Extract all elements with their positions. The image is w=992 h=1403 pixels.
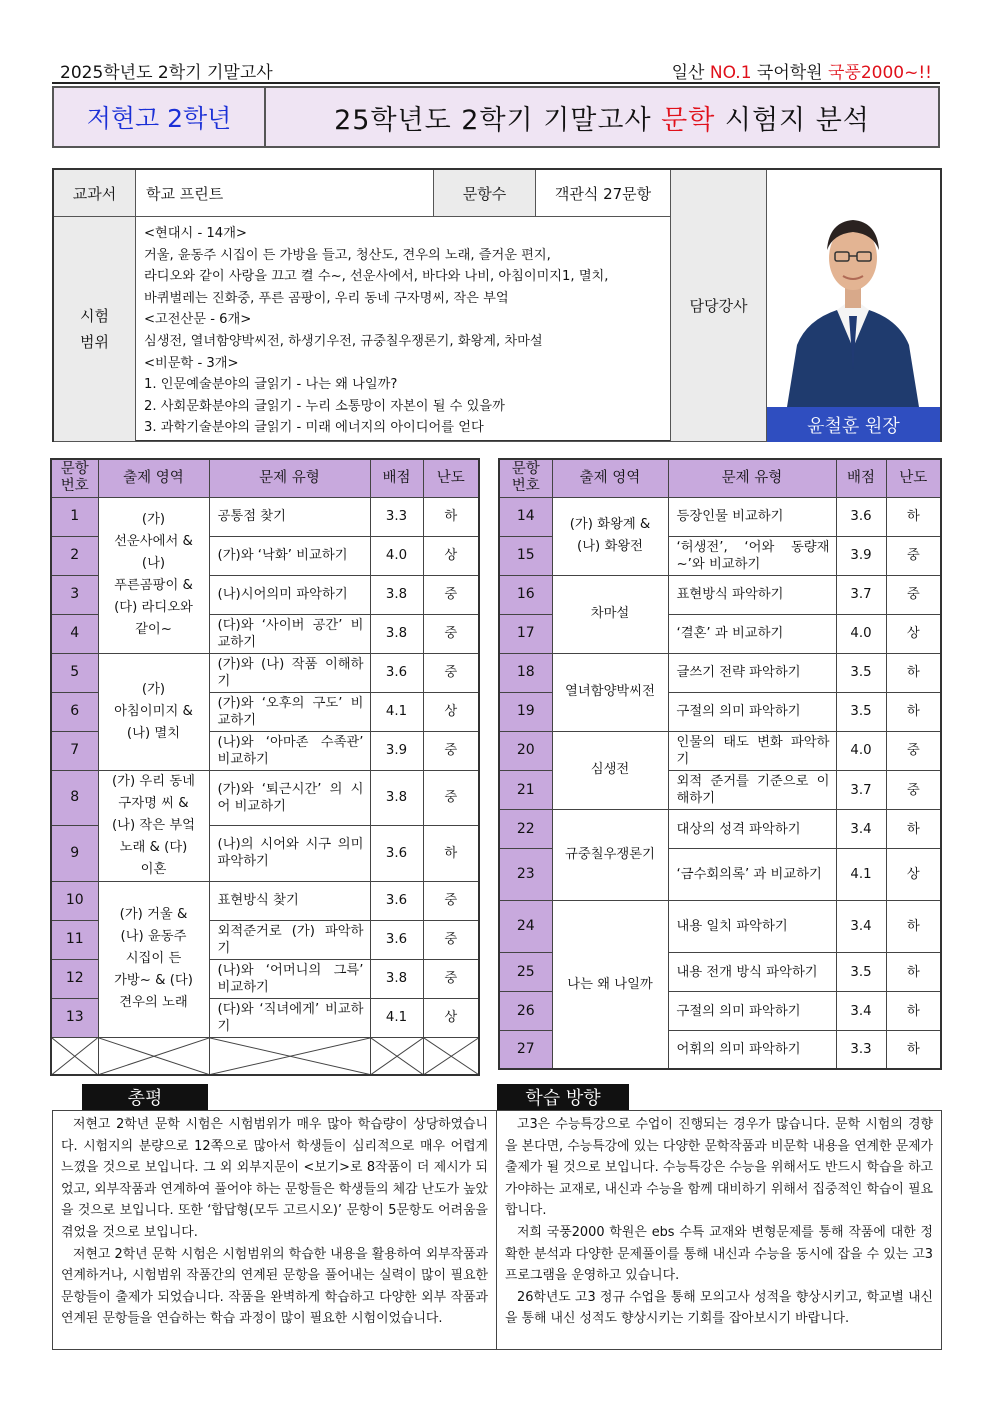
question-type: (나)의 시어와 시구 의미 파악하기 (209, 826, 370, 882)
question-score: 4.0 (836, 731, 886, 770)
question-type: 구절의 의미 파악하기 (668, 692, 836, 731)
question-level: 하 (886, 1031, 941, 1069)
question-number: 27 (499, 1031, 552, 1069)
range-line: 라디오와 같이 사랑을 끄고 켤 수~, 선운사에서, 바다와 나비, 아침이미지1, 멸치, (144, 269, 609, 285)
header-area: 출제 영역 (552, 459, 668, 497)
question-type: 구절의 의미 파악하기 (668, 992, 836, 1031)
question-level: 하 (886, 901, 941, 953)
question-area (98, 770, 209, 881)
area-line: 아침이미지 & (114, 703, 193, 719)
question-type: 내용 전개 방식 파악하기 (668, 953, 836, 992)
question-number: 2 (51, 536, 98, 575)
question-number: 5 (51, 653, 98, 692)
area-line: (나) 윤동주 (120, 929, 187, 944)
textbook-label: 교과서 (54, 170, 136, 217)
question-score: 3.7 (836, 770, 886, 809)
header-area: 출제 영역 (98, 459, 209, 497)
question-level: 하 (886, 497, 941, 536)
question-number: 21 (499, 770, 552, 809)
question-level: 하 (886, 953, 941, 992)
question-type: (가)와 (나) 작품 이해하기 (209, 653, 370, 692)
area-line: (나) (141, 556, 166, 571)
study-paragraph: 저희 국풍2000 학원은 ebs 수특 교재와 변형문제를 통해 작품에 대한 정확한 분석과 다양한 문제풀이를 통해 내신과 수능을 동시에 잡을 수 있는 고3 프로그램을 운영하고 있습니다. (505, 1224, 933, 1284)
header-num-line1: 문항 (60, 461, 89, 478)
question-score: 3.7 (836, 575, 886, 614)
range-line: 1. 인문예술분야의 글읽기 - 나는 왜 나일까? (144, 377, 398, 393)
question-type: 등장인물 비교하기 (668, 497, 836, 536)
question-type: (나)시어의미 파악하기 (209, 575, 370, 614)
slogan-brand: 국풍2000~!! (828, 63, 932, 83)
question-score: 4.0 (836, 614, 886, 653)
range-line: 심생전, 열녀함양박씨전, 하생기우전, 규중칠우쟁론기, 화왕계, 차마설 (144, 333, 543, 349)
question-area: 규중칠우쟁론기 (552, 810, 668, 901)
slogan-academy: 국어학원 (751, 63, 829, 83)
question-area (98, 653, 209, 770)
area-line: 견우의 노래 (119, 995, 188, 1010)
title-subject: 문학 (661, 104, 716, 136)
header-rule (52, 82, 940, 84)
page-title (266, 88, 938, 146)
question-type: 표현방식 파악하기 (668, 575, 836, 614)
question-type: 외적 준거를 기준으로 이해하기 (668, 770, 836, 809)
slogan-location: 일산 (671, 63, 710, 83)
range-label-line2: 범위 (80, 333, 109, 351)
question-score: 3.5 (836, 653, 886, 692)
question-number: 13 (51, 998, 98, 1037)
question-level: 상 (886, 614, 941, 653)
exam-name: 2025학년도 2학기 기말고사 (60, 63, 273, 83)
question-level: 하 (423, 497, 479, 536)
question-score: 3.6 (370, 826, 423, 882)
question-number: 4 (51, 614, 98, 653)
question-score: 3.8 (370, 959, 423, 998)
question-level: 중 (423, 731, 479, 770)
header-num-line1: 문항 (511, 461, 540, 478)
summary-paragraph: 저현고 2학년 문학 시험은 시험범위의 학습한 내용을 활용하여 외부작품과 연계하거나, 시험범위 작품간의 연계된 문항을 풀어내는 실력이 많이 필요한 문항들이 출제가 되었습니다. 작품을 완벽하게 학습하고 다양한 외부 작품과 연계된 문항들을 연습하는 학습 과정이 많이 필요한 시험이었습니다. (61, 1246, 488, 1327)
question-type: ‘허생전’, ‘어와 동량재~’와 비교하기 (668, 536, 836, 575)
question-level: 하 (423, 826, 479, 882)
area-line: (다) 라디오와 (114, 600, 193, 615)
summary-paragraph: 저현고 2학년 문학 시험은 시험범위가 매우 많아 학습량이 상당하였습니다. 시험지의 분량으로 12쪽으로 많아서 학생들이 심리적으로 매우 어렵게 느꼈을 것으로 보입니다. 그 외 외부지문이 <보기>로 8작품이 더 제시가 되었고, 외부작품과 연계하여 풀어야 하는 문항들은 학생들의 체감 난도가 높았을 것으로 보입니다. 또한 ‘합답형(모두 고르시오)’ 문항이 5문항도 어려움을 겪었을 것으로 보입니다. (61, 1117, 488, 1240)
question-table-right (498, 458, 942, 1070)
question-score: 4.1 (370, 998, 423, 1037)
question-area (98, 881, 209, 1037)
question-number: 17 (499, 614, 552, 653)
summary-box (52, 1110, 497, 1350)
question-type: ‘금수회의록’ 과 비교하기 (668, 849, 836, 901)
question-number: 24 (499, 901, 552, 953)
area-line: 선운사에서 & (114, 534, 193, 549)
question-score: 3.9 (836, 536, 886, 575)
question-type: (나)와 ‘아마존 수족관’ 비교하기 (209, 731, 370, 770)
area-line: 같이~ (135, 622, 172, 637)
question-score: 3.3 (370, 497, 423, 536)
textbook-value: 학교 프린트 (136, 170, 434, 217)
header-num-line2: 번호 (60, 478, 89, 495)
question-number: 26 (499, 992, 552, 1031)
area-line: (나) 멸치 (126, 725, 181, 741)
question-score: 3.5 (836, 953, 886, 992)
area-line: (가) 화왕계 & (569, 517, 651, 533)
empty-cell (423, 1037, 479, 1075)
empty-cell (209, 1037, 370, 1075)
title-suffix: 시험지 분석 (715, 104, 870, 136)
question-type: 글쓰기 전략 파악하기 (668, 653, 836, 692)
question-level: 중 (423, 614, 479, 653)
question-number: 11 (51, 920, 98, 959)
question-number: 18 (499, 653, 552, 692)
question-count-label: 문항수 (434, 170, 536, 217)
area-line: (나) 화왕전 (577, 539, 643, 555)
area-line: 이혼 (140, 861, 167, 877)
empty-cell (98, 1037, 209, 1075)
question-score: 4.1 (836, 849, 886, 901)
slogan-no1: NO.1 (709, 63, 752, 83)
question-level: 하 (886, 653, 941, 692)
area-line: (가) (141, 681, 166, 697)
header-level: 난도 (423, 459, 479, 497)
question-level: 하 (886, 692, 941, 731)
range-label-line1: 시험 (80, 307, 109, 325)
question-type: 어휘의 의미 파악하기 (668, 1031, 836, 1069)
summary-title: 총평 (82, 1084, 208, 1110)
question-level: 중 (423, 959, 479, 998)
question-level: 중 (423, 920, 479, 959)
header-type: 문제 유형 (668, 459, 836, 497)
question-type: 인물의 태도 변화 파악하기 (668, 731, 836, 770)
question-level: 하 (886, 810, 941, 849)
teacher-photo (767, 170, 940, 407)
question-level: 중 (886, 770, 941, 809)
question-score: 3.4 (836, 992, 886, 1031)
question-number: 12 (51, 959, 98, 998)
question-score: 3.6 (370, 881, 423, 920)
range-line: 2. 사회문화분야의 글읽기 - 누리 소통망이 자본이 될 수 있을까 (144, 398, 505, 414)
question-number: 22 (499, 810, 552, 849)
area-line: 가방~ & (다) (114, 973, 193, 988)
question-type: (다)와 ‘직녀에게’ 비교하기 (209, 998, 370, 1037)
header-score: 배점 (836, 459, 886, 497)
range-line: <현대시 - 14개> (144, 226, 247, 241)
question-number: 3 (51, 575, 98, 614)
question-type: 내용 일치 파악하기 (668, 901, 836, 953)
area-line: 시집이 든 (125, 951, 182, 966)
exam-info-table (52, 168, 942, 442)
title-prefix: 25학년도 2학기 기말고사 (334, 104, 662, 136)
question-number: 8 (51, 770, 98, 826)
question-score: 3.8 (370, 770, 423, 826)
header-score: 배점 (370, 459, 423, 497)
question-level: 하 (886, 992, 941, 1031)
question-number: 25 (499, 953, 552, 992)
question-level: 중 (423, 770, 479, 826)
question-number: 16 (499, 575, 552, 614)
question-type: (다)와 ‘사이버 공간’ 비교하기 (209, 614, 370, 653)
header-num (51, 459, 98, 497)
question-number: 14 (499, 497, 552, 536)
question-type: 외적준거로 (가) 파악하기 (209, 920, 370, 959)
question-score: 4.0 (370, 536, 423, 575)
range-line: <고전산문 - 6개> (144, 312, 252, 328)
teacher-label: 담당강사 (671, 170, 767, 442)
question-type: (나)와 ‘어머니의 그륵’ 비교하기 (209, 959, 370, 998)
question-area: 차마설 (552, 575, 668, 653)
header-line (52, 56, 940, 84)
question-number: 10 (51, 881, 98, 920)
range-line: 바퀴벌레는 진화중, 푸른 곰팡이, 우리 동네 구자명씨, 작은 부엌 (144, 290, 509, 306)
question-score: 3.6 (370, 653, 423, 692)
area-line: 구자명 씨 & (118, 795, 189, 811)
question-count-value: 객관식 27문항 (536, 170, 671, 217)
question-level: 상 (423, 998, 479, 1037)
question-type: (가)와 ‘오후의 구도’ 비교하기 (209, 692, 370, 731)
question-score: 3.5 (836, 692, 886, 731)
question-score: 3.6 (836, 497, 886, 536)
question-score: 3.4 (836, 810, 886, 849)
question-score: 3.3 (836, 1031, 886, 1069)
question-number: 15 (499, 536, 552, 575)
question-number: 6 (51, 692, 98, 731)
range-line: <비문학 - 3개> (144, 355, 239, 371)
question-level: 중 (423, 653, 479, 692)
question-type: 공통점 찾기 (209, 497, 370, 536)
question-score: 3.9 (370, 731, 423, 770)
school-grade: 저현고 2학년 (54, 88, 266, 146)
header-num (499, 459, 552, 497)
question-table-left (50, 458, 480, 1076)
empty-cell (51, 1037, 98, 1075)
header-num-line2: 번호 (511, 478, 540, 495)
study-title: 학습 방향 (497, 1084, 629, 1110)
header-type: 문제 유형 (209, 459, 370, 497)
question-number: 23 (499, 849, 552, 901)
range-line: 3. 과학기술분야의 글읽기 - 미래 에너지의 아이디어를 얻다 (144, 420, 484, 436)
area-line: (가) 거울 & (119, 907, 188, 922)
question-score: 3.8 (370, 575, 423, 614)
question-area: 나는 왜 나일까 (552, 901, 668, 1069)
question-area: 심생전 (552, 731, 668, 809)
question-type: 대상의 성격 파악하기 (668, 810, 836, 849)
title-box (52, 86, 940, 148)
question-type: (가)와 ‘퇴근시간’ 의 시어 비교하기 (209, 770, 370, 826)
question-level: 중 (886, 536, 941, 575)
study-paragraph: 고3은 수능특강으로 수업이 진행되는 경우가 많습니다. 문학 시험의 경향을 본다면, 수능특강에 있는 다양한 문학작품과 비문학 내용을 연계한 문제가 출제가 될 것으로 보입니다. 수능특강은 수능을 위해서도 반드시 학습을 하고 가야하는 교재로, 내신과 수능을 함께 대비하기 위해서 집중적인 학습이 필요합니다. (505, 1117, 933, 1219)
question-level: 중 (423, 575, 479, 614)
question-level: 상 (423, 536, 479, 575)
question-area (552, 497, 668, 575)
header-level: 난도 (886, 459, 941, 497)
question-score: 3.8 (370, 614, 423, 653)
question-level: 상 (423, 692, 479, 731)
question-number: 19 (499, 692, 552, 731)
study-paragraph: 26학년도 고3 정규 수업을 통해 모의고사 성적을 향상시키고, 학교별 내신을 통해 내신 성적도 향상시키는 기회를 잡아보시기 바랍니다. (505, 1289, 933, 1327)
question-level: 중 (423, 881, 479, 920)
question-score: 4.1 (370, 692, 423, 731)
question-number: 20 (499, 731, 552, 770)
question-level: 상 (886, 849, 941, 901)
area-line: (나) 작은 부엌 (111, 817, 196, 833)
study-box (496, 1110, 942, 1350)
range-line: 거울, 윤동주 시집이 든 가방을 들고, 청산도, 견우의 노래, 즐거운 편지, (144, 247, 551, 263)
area-line: 푸른곰팡이 & (114, 578, 193, 593)
area-line: 노래 & (다) (119, 839, 188, 855)
exam-range (136, 217, 671, 442)
question-type: (가)와 ‘낙화’ 비교하기 (209, 536, 370, 575)
question-area: 열녀함양박씨전 (552, 653, 668, 731)
empty-cell (370, 1037, 423, 1075)
area-line: (가) 우리 동네 (111, 773, 196, 789)
area-line: (가) (141, 512, 166, 527)
question-level: 중 (886, 575, 941, 614)
question-score: 3.6 (370, 920, 423, 959)
range-label (54, 217, 136, 442)
teacher-name: 윤철훈 원장 (767, 407, 940, 442)
question-number: 7 (51, 731, 98, 770)
question-number: 9 (51, 826, 98, 882)
question-level: 중 (886, 731, 941, 770)
question-type: 표현방식 찾기 (209, 881, 370, 920)
question-number: 1 (51, 497, 98, 536)
question-area (98, 497, 209, 653)
academy-slogan (672, 58, 932, 83)
question-type: ‘결혼’ 과 비교하기 (668, 614, 836, 653)
question-score: 3.4 (836, 901, 886, 953)
